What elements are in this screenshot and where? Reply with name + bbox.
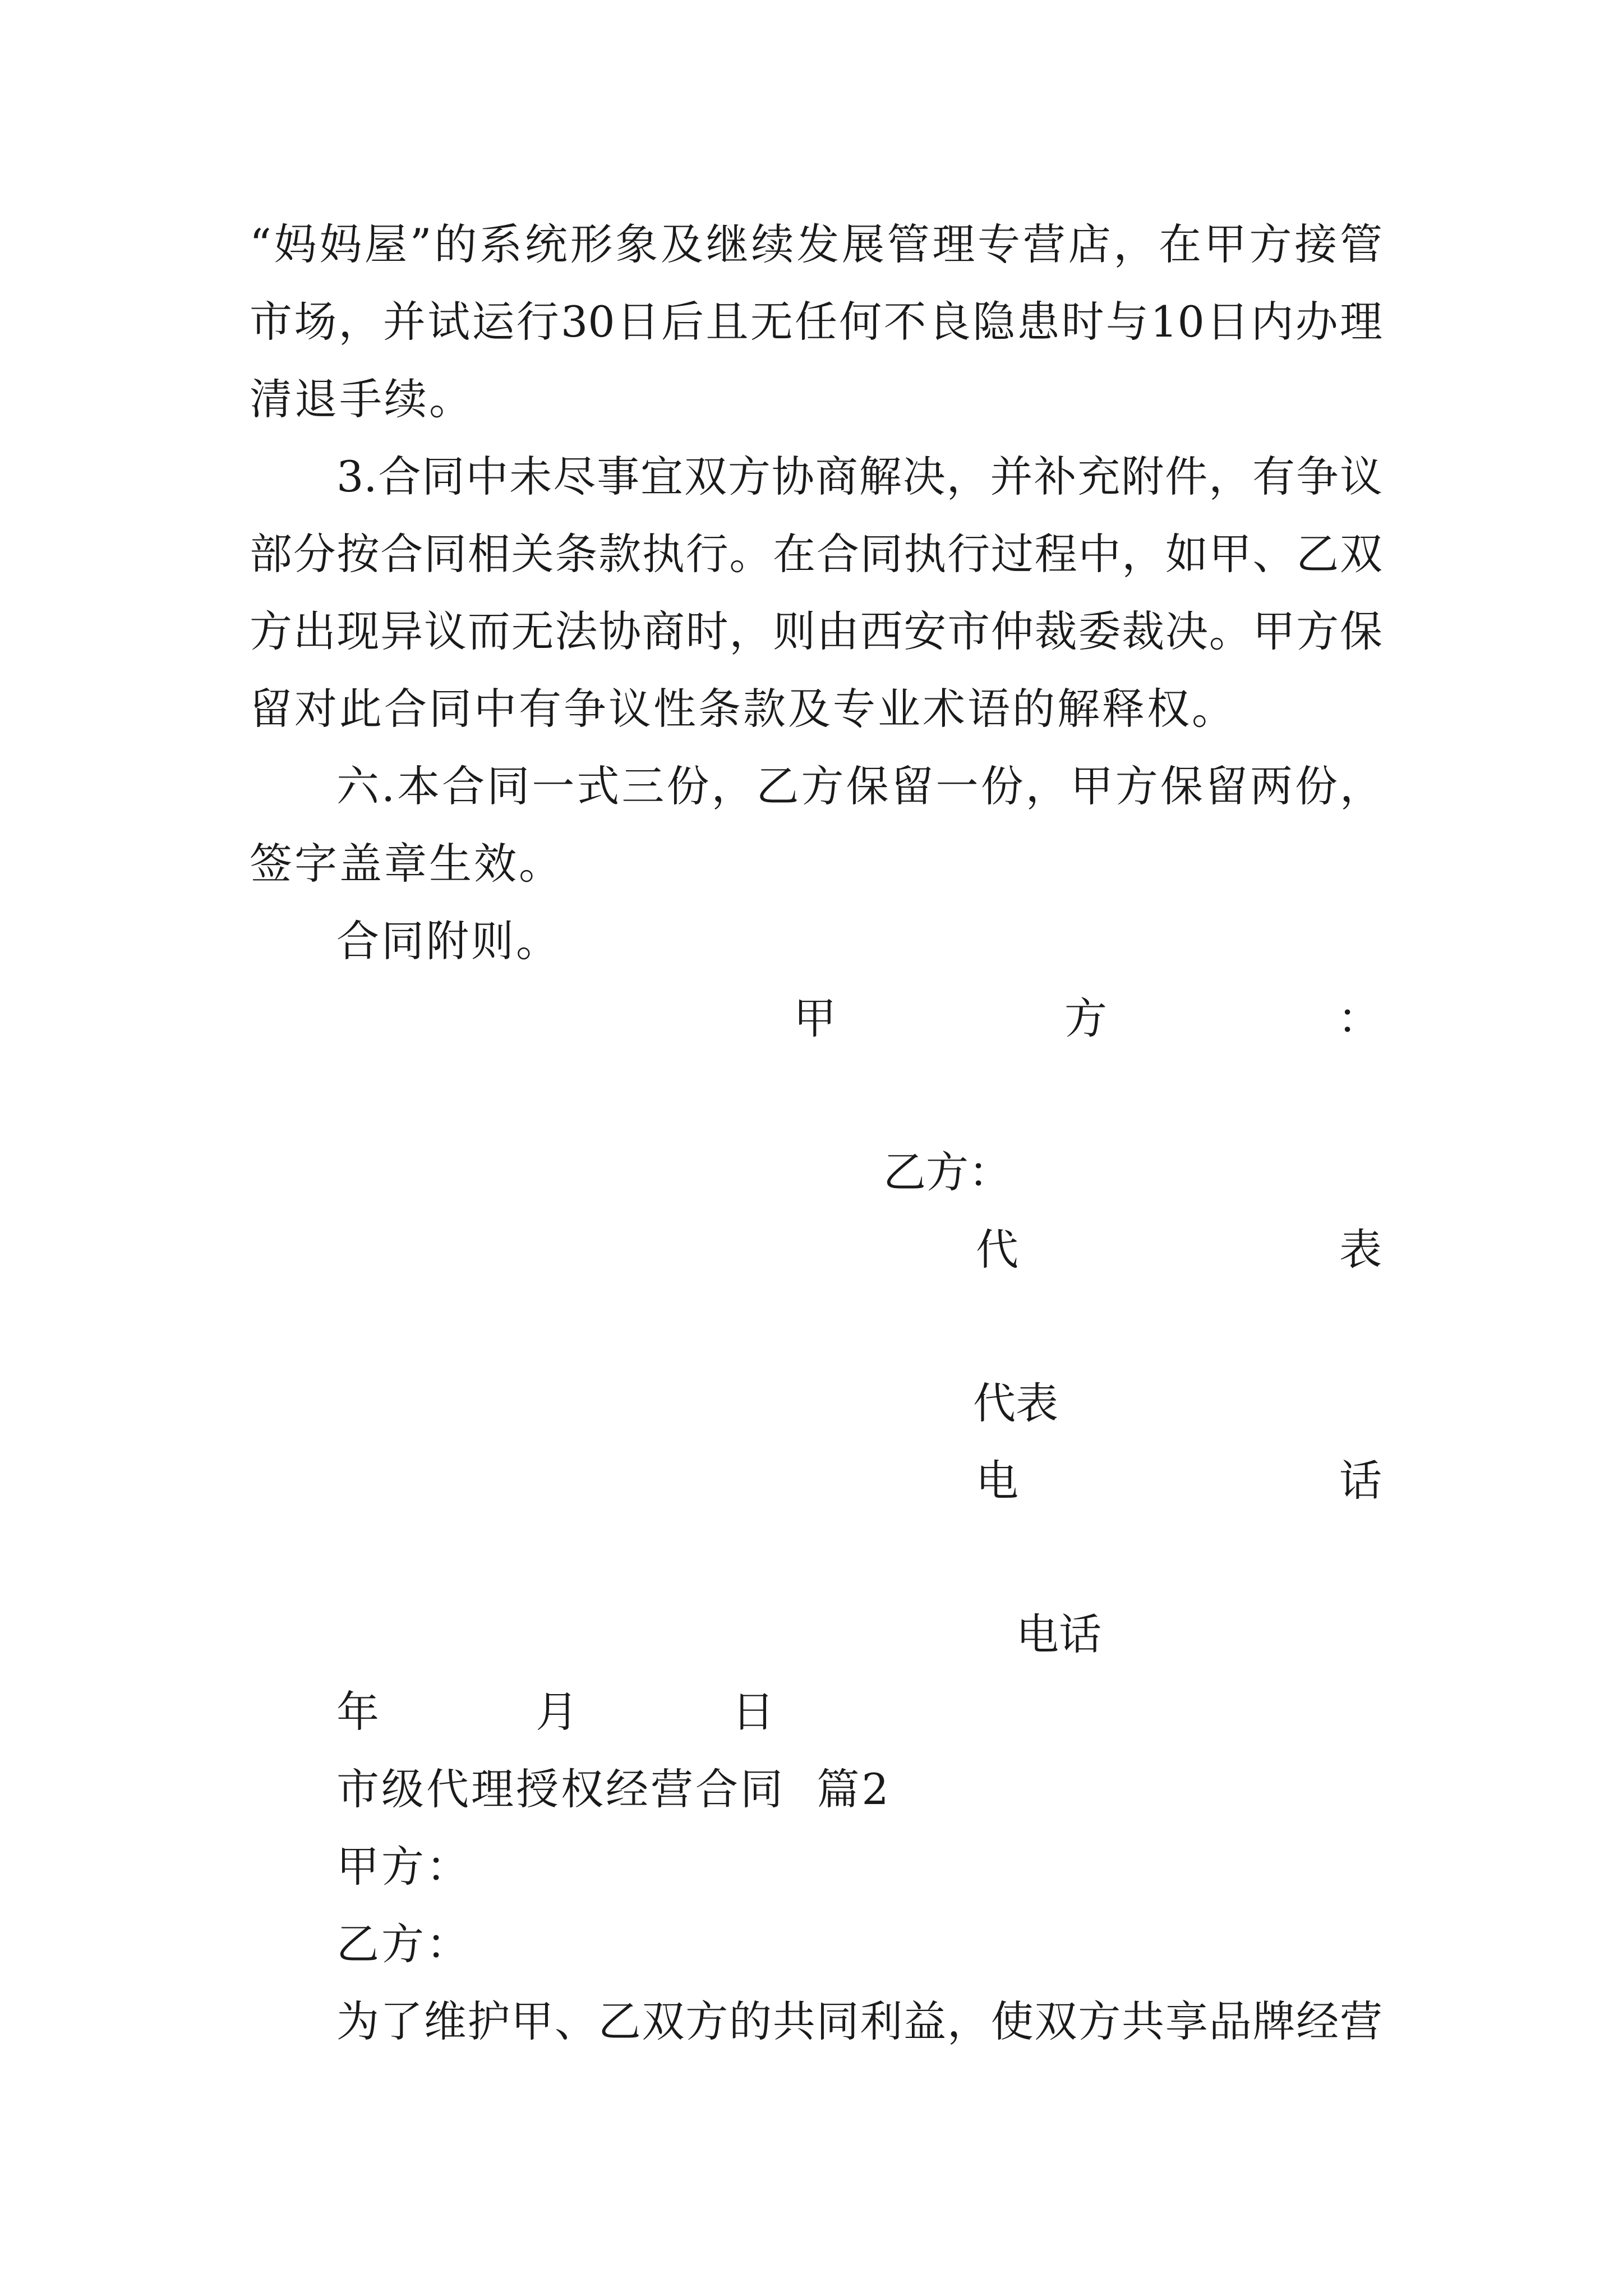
paragraph-line: 签字盖章生效。: [250, 839, 564, 889]
paragraph-line: 3.合同中未尽事宜双方协商解决，并补充附件，有争议: [336, 452, 1382, 501]
paragraph-line: 清退手续。: [250, 374, 474, 424]
paragraph-line: 为了维护甲、乙双方的共同利益，使双方共享品牌经营: [336, 1996, 1382, 2046]
party-a-label: 甲方：: [336, 1842, 471, 1892]
date-day-label: 日: [732, 1687, 774, 1737]
paragraph-line: 合同附则。: [336, 916, 561, 966]
section-title: 市级代理授权经营合同 篇2: [336, 1764, 891, 1814]
party-b-label: 乙方：: [883, 1147, 1011, 1197]
representative-label: 代: [976, 1225, 1018, 1274]
date-month-label: 月: [536, 1687, 578, 1737]
paragraph-line: “妈妈屋”的系统形象及继续发展管理专营店，在甲方接管: [250, 219, 1382, 269]
party-a-label: 方: [1064, 993, 1107, 1043]
representative-label: 代表: [973, 1378, 1058, 1428]
paragraph-line: 市场，并试运行30日后且无任何不良隐患时与10日内办理: [250, 297, 1382, 347]
phone-label: 话: [1339, 1456, 1382, 1506]
paragraph-line: 方出现异议而无法协商时，则由西安市仲裁委裁决。甲方保: [250, 606, 1382, 656]
phone-label: 电: [976, 1456, 1018, 1506]
paragraph-line: 六.本合同一式三份，乙方保留一份，甲方保留两份，: [336, 761, 1382, 811]
paragraph-line: 留对此合同中有争议性条款及专业术语的解释权。: [250, 684, 1237, 734]
party-a-colon: ：: [1338, 993, 1380, 1043]
representative-label: 表: [1339, 1225, 1382, 1274]
party-a-label: 甲: [794, 993, 836, 1043]
phone-label: 电话: [1016, 1609, 1101, 1659]
party-b-label: 乙方：: [336, 1919, 471, 1969]
paragraph-line: 部分按合同相关条款执行。在合同执行过程中，如甲、乙双: [250, 529, 1382, 579]
date-year-label: 年: [336, 1687, 379, 1737]
